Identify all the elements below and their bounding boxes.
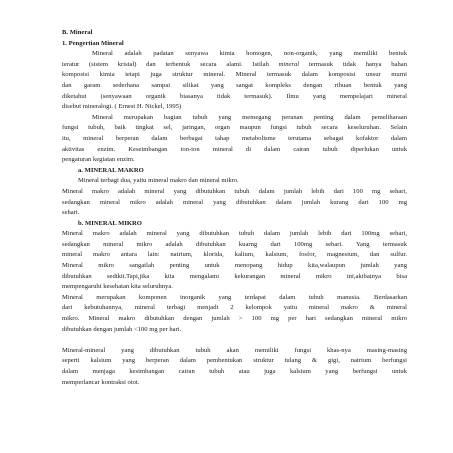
heading-mineral-makro: a. MINERAL MAKRO: [78, 166, 144, 174]
text-run: termasuk tidak hanya bahan: [299, 60, 407, 68]
paragraph-line: mineral makro antara lain: natrium, klorida, kalium, kalsium, fosfor, magnesium, dan sulfur.: [62, 251, 407, 259]
paragraph-line: dan garam sederhana sampai silikat yang sangat kompleks dengan ribuan bentuk yang: [62, 81, 407, 89]
paragraph-definition: [62, 49, 407, 113]
paragraph-line: sedangkan mineral mikro adalah mineral yang dibutuhkan dalam jumlah kurang dari 100 mg: [62, 198, 407, 206]
paragraph-line: dibutuhkan dengan jumlah <100 mg per hari.: [62, 325, 182, 333]
paragraph-line: dibutuhkan sedikit.Tapi,jika kita mengalami kekurangan mineral mikro ini,akibatnya bisa: [62, 272, 407, 280]
paragraph-line: mempengaruhi kesehatan kita seluruhnya.: [62, 283, 173, 291]
subsection-title: 1. Pengertian Mineral: [62, 39, 124, 47]
paragraph-function: [62, 113, 407, 166]
paragraph-line: dari kebutuhannya, mineral terbagi menjadi 2 kelompok yaitu mineral makro & mineral: [62, 304, 407, 312]
paragraph-line: komposisi kimia tetapi juga struktur mineral. Mineral termasuk dalam komposisi unsur murni: [62, 71, 407, 79]
paragraph-line: Mineral mikro sangatlah penting untuk menopang hidup kita,walaupun jumlah yang: [62, 262, 407, 270]
section-title: B. Mineral: [62, 29, 93, 36]
text-run: teratur (sistem kristal) dan terbentuk secara alami. Istilah: [62, 60, 279, 68]
heading-mineral-mikro: b. MINERAL MIKRO: [78, 219, 142, 227]
paragraph-line: Mineral makro adalah mineral yang dibutuhkan tubuh dalam jumlah lebih dari 100 mg sehari,: [62, 187, 407, 195]
paragraph-line: [62, 60, 407, 71]
paragraph-line: sedangkan mineral mikro adalah dibutuhkan kuarng dari 100mg sehari. Yang termasuk: [62, 240, 407, 248]
paragraph-line: Mineral merupakan komponen inorganik yang terdapat dalam tubuh manusia. Berdasarkan: [62, 293, 407, 301]
paragraph-line: Mineral adalah padatan senyawa kimia homogen, non-organik, yang memiliki bentuk: [92, 50, 407, 58]
paragraph-line: dalam menjaga kesimbangan cairan tubuh atau juga kalsium yang berfungsi untuk: [62, 368, 407, 375]
paragraph-line: itu, mineral berperan dalam berbagai tahap metabolisme terutama sebagai kofaktor dalam: [62, 134, 407, 142]
paragraph-line: fungsi tubuh, baik tingkat sel, jaringan, organ maupun fungsi tubuh secara keseluruhan. Selain: [62, 124, 407, 132]
paragraph-line: Mineral merupakan bagian tubuh yang memegang peranan penting dalam pemeliharaan: [92, 113, 407, 121]
paragraph-line: disebut mineralogi. ( Ernest H. Nickel, 1995): [62, 103, 182, 111]
paragraph-line: aktivitas enzim. Keseimbangan ion-ion mineral di dalam cairan tubuh diperlukan untuk: [62, 145, 407, 153]
italic-term: mineral: [278, 60, 300, 68]
paragraph-mikro: [62, 229, 407, 335]
paragraph-line: sehari.: [62, 209, 80, 217]
paragraph-line: mikro. Mineral makro dibutuhkan dengan jumlah > 100 mg per hari sedangkan mineral mikro: [62, 315, 407, 323]
paragraph-line: memperlancar kontraksi otot.: [62, 378, 140, 386]
paragraph-specific-functions: [62, 346, 407, 388]
paragraph-line: seperti kalsium yang berperan dalam pembentukan struktur tulang & gigi, natrium berfungsi: [62, 357, 407, 365]
paragraph-line: Mineral terbagi dua, yaitu mineral makro dan mineral mikro.: [78, 177, 239, 185]
paragraph-line: Mineral makro adalah mineral yang dibutuhkan tubuh dalam jumlah lebih dari 100mg sehari,: [62, 230, 407, 238]
paragraph-line: pengaturan kegiatan enzim.: [62, 156, 135, 164]
paragraph-line: diketahui (senyawaan organik biasanya tidak termasuk). Ilmu yang mempelajari mineral: [62, 92, 407, 100]
paragraph-makro: [62, 176, 407, 218]
paragraph-gap: [62, 335, 407, 346]
paragraph-line: Mineral-mineral yang dibutuhkan tubuh akan memiliki fungsi khas-nya masing-masing: [62, 346, 407, 354]
